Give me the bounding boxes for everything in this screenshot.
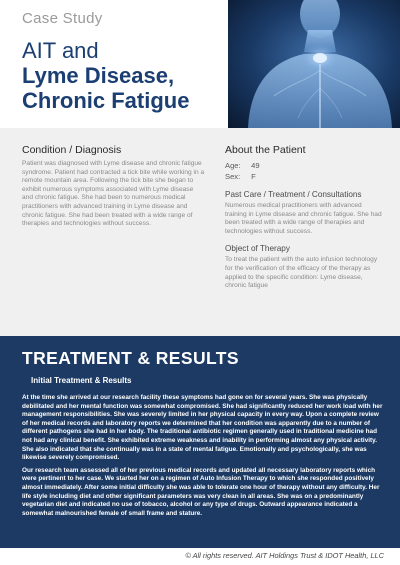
info-section <box>0 128 400 336</box>
condition-text: Patient was diagnosed with Lyme disease and chronic fatigue syndrome. Patient had contracted a tick bite while working in a remote mountain area. Following the tick bite she began to exhibit numerous symptoms associated with Lyme disease and chronic fatigue. She had been to numerous medical practitioners with advanced training in Lyme disease and chronic fatigue. She had been treated with a wide range of therapies and technologies without success. <box>22 160 205 228</box>
condition-heading: Condition / Diagnosis <box>22 144 122 156</box>
case-study-label: Case Study <box>22 10 103 27</box>
age-row <box>225 160 385 171</box>
age-value: 49 <box>251 161 260 170</box>
therapy-heading: Object of Therapy <box>225 244 290 254</box>
past-care-heading: Past Care / Treatment / Consultations <box>225 190 362 199</box>
page-title <box>22 38 252 113</box>
treatment-body <box>22 394 384 522</box>
sex-row <box>225 171 385 182</box>
treatment-section <box>0 336 400 548</box>
sex-value: F <box>251 172 256 181</box>
treatment-heading: TREATMENT & RESULTS <box>22 348 239 368</box>
treatment-subheading: Initial Treatment & Results <box>31 376 132 385</box>
therapy-text: To treat the patient with the auto infusion technology for the verification of the efficacy of the therapy as applied to the specific condition: Lyme disease, chronic fatigue <box>225 256 378 290</box>
age-label: Age: <box>225 161 241 170</box>
patient-column <box>225 144 385 291</box>
sex-label: Sex: <box>225 172 241 181</box>
title-line-1: AIT and <box>22 38 99 63</box>
header <box>0 0 400 128</box>
treatment-paragraph-1: At the time she arrived at our research facility these symptoms had gone on for several years. She was physically debilitated and her mental function was somewhat compromised. She had significantly reduced her work load with her management responsibilities. She was severely limited in her physical capacity in every way. Upon a complete review of her medical records and laboratory reports we determined that her condition was apparently due to a number of different pathogens she had in her body. The traditional antibiotic regimen generally used in traditional medicine had not had any clinical benefit. She exhibited extreme weakness and inability in performing almost any physical activity. She also indicated that she continually was in a state of mental fatigue. Emotionally and psychologically, she was likewise severely compromised. <box>22 394 383 462</box>
title-line-3: Chronic Fatigue <box>22 88 190 113</box>
copyright-text: © All rights reserved. AIT Holdings Trust & IDOT Health, LLC <box>185 551 384 560</box>
footer <box>0 548 400 565</box>
condition-column <box>22 144 206 229</box>
past-care-text: Numerous medical practitioners with advanced training in Lyme disease and chronic fatigue. She had been treated with a wide range of therapies and technologies without success. <box>225 202 382 235</box>
treatment-paragraph-2: Our research team assessed all of her previous medical records and updated all necessary laboratory reports which were pertinent to her case. We started her on a regimen of Auto Infusion Therapy to which she responded positively almost immediately. After some initial difficulty she was able to tolerate one hour of therapy without any difficulty. Her life style including diet and other significant parameters was very clean in all areas. She was on a predominantly vegetarian diet and indicated no use of tobacco, alcohol or any type of drugs. Outward appearance indicated a somewhat malnourished female of small frame and stature. <box>22 466 380 517</box>
human-body-illustration <box>228 0 400 128</box>
title-line-2: Lyme Disease, <box>22 63 175 88</box>
patient-heading: About the Patient <box>225 144 306 156</box>
